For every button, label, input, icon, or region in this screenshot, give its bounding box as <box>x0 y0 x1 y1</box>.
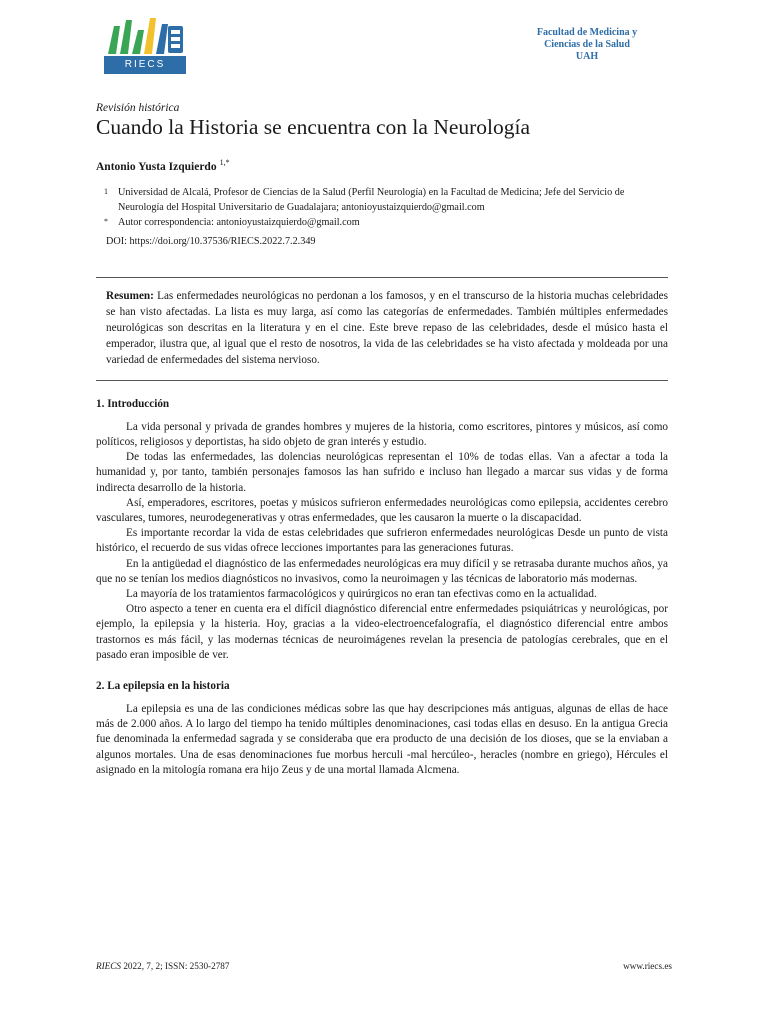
riecs-logo-graphic <box>104 14 186 56</box>
author-name: Antonio Yusta Izquierdo <box>96 160 217 173</box>
affiliation-mark: 1 <box>104 186 108 196</box>
article-type: Revisión histórica <box>96 102 180 114</box>
faculty-line: Facultad de Medicina y <box>536 27 638 38</box>
citation-text: 2022, 7, 2; ISSN: 2530-2787 <box>121 961 230 971</box>
doi-link[interactable]: DOI: https://doi.org/10.37536/RIECS.2022.7.2.349 <box>106 235 316 247</box>
correspondence-mark: * <box>104 216 108 226</box>
riecs-logo <box>104 14 186 74</box>
paragraph: Otro aspecto a tener en cuenta era el difícil diagnóstico diferencial entre enfermedades psiquiátricas y neurológicas, por ejemplo, la epilepsia y la histeria. Hoy, gracias a la video-electroencefalografía, el diagnóstico diferencial entre ambos trastornos es más fácil, y las modernas técnicas de neuroimágenes revelan la presencia de patologías cerebrales, que en el pasado eran imposible de ver. <box>96 603 668 661</box>
paragraph: En la antigüedad el diagnóstico de las enfermedades neurológicas era muy difícil y se retrasaba durante muchos años, ya que no se tenían los medios diagnósticos no invasivos, como la neuroimagen y las técnicas de laboratorio más modernas. <box>96 557 668 585</box>
correspondence <box>96 215 668 230</box>
affiliation-text: Universidad de Alcalá, Profesor de Ciencias de la Salud (Perfil Neurología) en la Facultad de Medicina; Jefe del Servicio de Neurología del Hospital Universitario de Guadalajara; antonioyustaizquierdo@gmail.com <box>118 186 625 213</box>
logo-wordmark: RIECS <box>104 56 186 74</box>
footer-citation <box>96 961 230 971</box>
paragraph: Es importante recordar la vida de estas celebridades que sufrieron enfermedades neurológicas Desde un punto de vista histórico, el recuerdo de sus vidas ofrece lecciones importantes para las generaciones futuras. <box>96 527 668 555</box>
section-heading: 2. La epilepsia en la historia <box>96 680 230 693</box>
abstract <box>96 277 668 381</box>
faculty-line: UAH <box>575 51 599 62</box>
affiliation <box>96 185 668 215</box>
section-heading: 1. Introducción <box>96 397 170 410</box>
paragraph: La vida personal y privada de grandes hombres y mujeres de la historia, como escritores, pintores y músicos, así como políticos, religiosos y deportistas, ha sido objeto de gran interés y estudio. <box>96 420 668 449</box>
paragraph: Así, emperadores, escritores, poetas y músicos sufrieron enfermedades neurológicas como epilepsia, accidentes cerebro vasculares, tumores, neurodegenerativas y otras enfermedades, que les causaron la muerte o la discapacidad. <box>96 496 668 525</box>
article-body <box>96 100 668 778</box>
journal-name: RIECS <box>96 961 122 971</box>
author-affiliation-marks: 1,* <box>219 158 230 167</box>
website-link[interactable]: www.riecs.es <box>623 961 672 971</box>
page-footer <box>96 961 672 971</box>
abstract-label: Resumen: <box>106 289 154 302</box>
author-line <box>96 158 668 173</box>
faculty-line: Ciencias de la Salud <box>544 39 630 50</box>
article-title: Cuando la Historia se encuentra con la Neurología <box>96 115 531 139</box>
paragraph: La mayoría de los tratamientos farmacológicos y quirúrgicos no eran tan efectivas como en la actualidad. <box>126 588 597 601</box>
paragraph: De todas las enfermedades, las dolencias neurológicas representan el 10% de todas ellas. Van a afectar a toda la humanidad y, por tanto, también personajes famosos las han sufrido e incluso han llegado a marcar sus vidas y de forma indirecta desarrollo de la historia. <box>96 451 668 494</box>
abstract-text: Las enfermedades neurológicas no perdonan a los famosos, y en el transcurso de la historia muchas celebridades se han visto afectadas. La lista es muy larga, así como las categorías de enfermedades. También múltiples enfermedades neurológicas son descritas en la literatura y en el cine. Este breve repaso de las celebridades, desde el músico hasta el emperador, ilustra que, al igual que el resto de nosotros, la vida de las celebridades se ha visto afectada y moldeada por una variedad de enfermedades del sistema nervioso. <box>106 289 668 366</box>
paragraph: La epilepsia es una de las condiciones médicas sobre las que hay descripciones más antiguas, algunas de ellas de hace más de 2.000 años. A lo largo del tiempo ha tenido múltiples denominaciones, casi todas ellas en desuso. En la antigua Grecia fue denominada la enfermedad sagrada y se consideraba que era producto de una decisión de los dioses, que se la enviaban a algunos mortales. Una de esas denominaciones fue morbus herculi -mal hercúleo-, heracles (nombre en griego), Hércules el asignado en la mitología romana era hijo Zeus y de una mortal llamada Alcmena. <box>96 703 668 776</box>
faculty-name <box>502 27 672 63</box>
correspondence-text: Autor correspondencia: antonioyustaizquierdo@gmail.com <box>118 216 360 228</box>
